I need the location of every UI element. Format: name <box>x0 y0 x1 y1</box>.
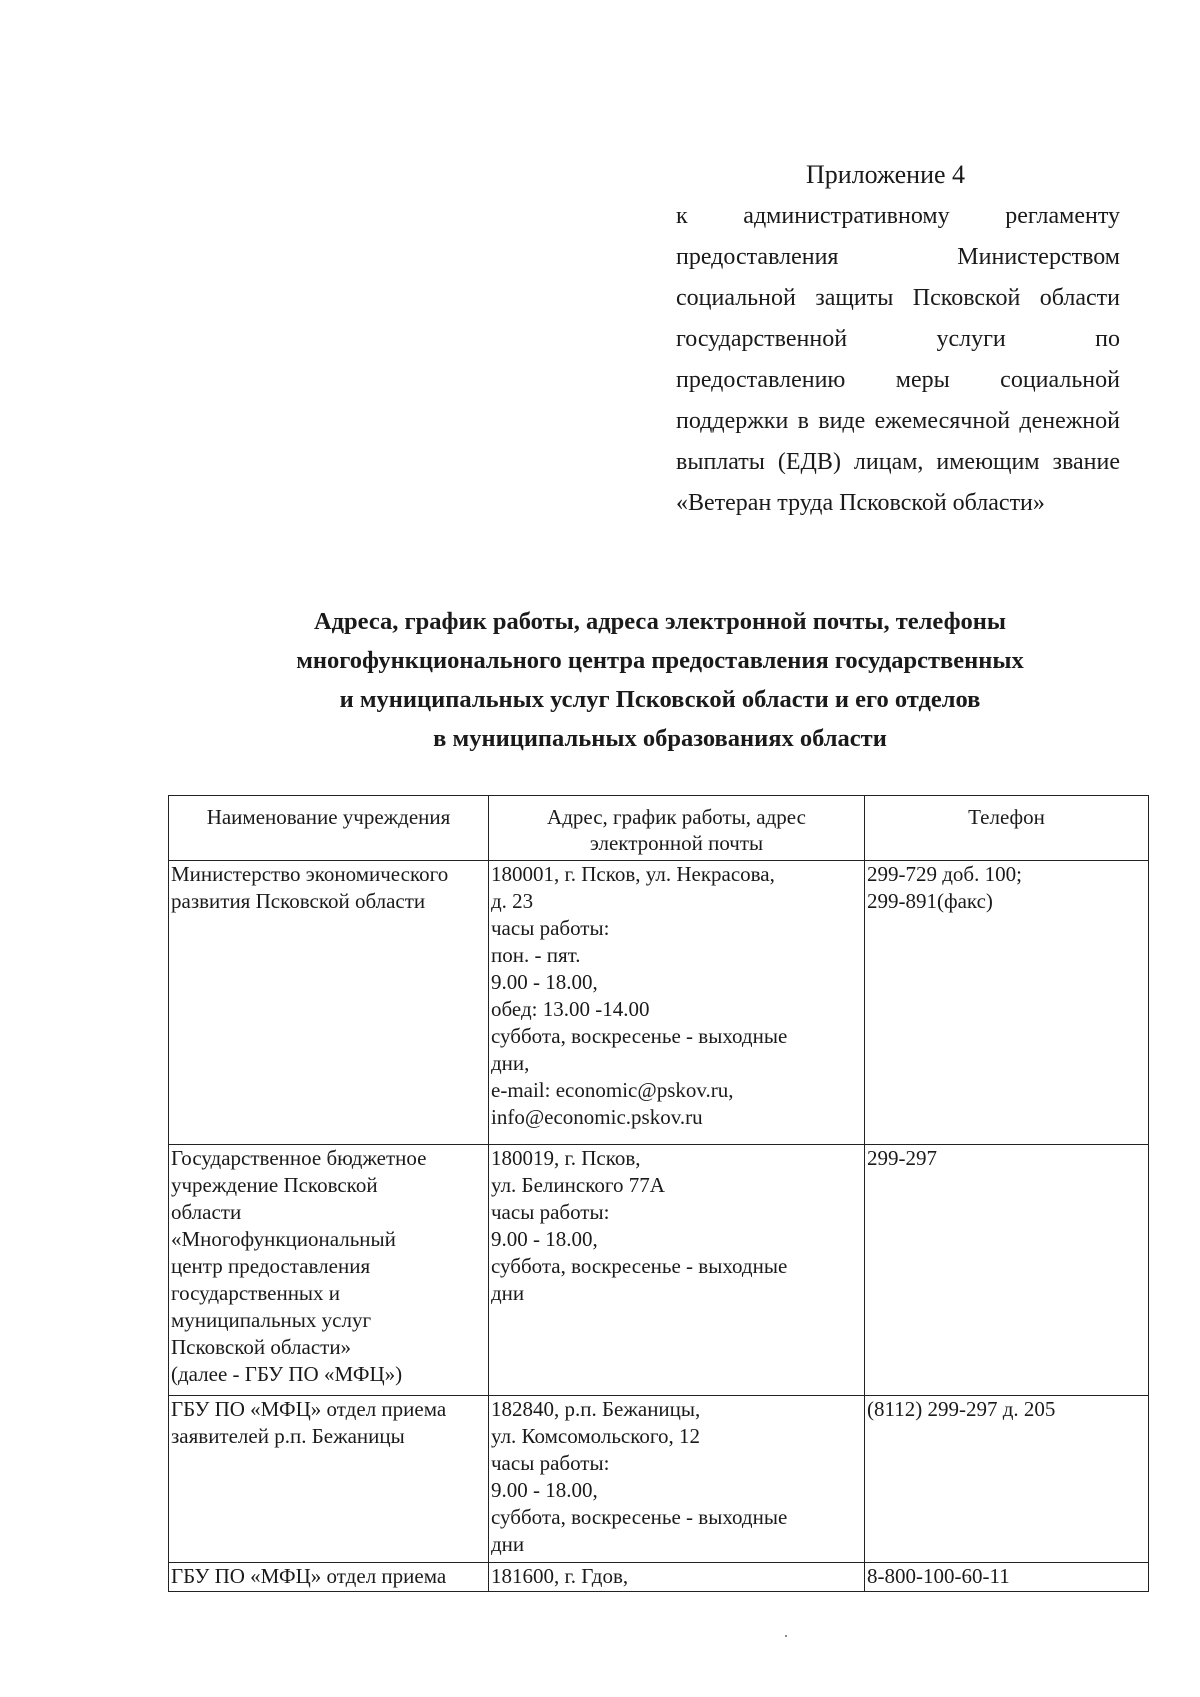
address-cell <box>489 861 865 1145</box>
cell-line: учреждение Псковской <box>171 1173 378 1197</box>
cell-line: 9.00 - 18.00, <box>491 1227 598 1251</box>
institution-name-cell <box>169 1145 489 1396</box>
header-address: Адрес, график работы, адрес электронной почты <box>489 796 865 861</box>
cell-line: (8112) 299-297 д. 205 <box>867 1397 1056 1421</box>
institution-name-cell <box>169 861 489 1145</box>
cell-line: (далее - ГБУ ПО «МФЦ») <box>171 1362 403 1386</box>
cell-line: 9.00 - 18.00, <box>491 1478 598 1502</box>
cell-line: 8-800-100-60-11 <box>867 1564 1010 1588</box>
phone-cell <box>865 1396 1149 1563</box>
cell-line: суббота, воскресенье - выходные <box>491 1254 788 1278</box>
cell-line: Государственное бюджетное <box>171 1146 427 1170</box>
cell-line: 182840, р.п. Бежаницы, <box>491 1397 701 1421</box>
cell-line: info@economic.pskov.ru <box>491 1105 703 1129</box>
cell-line: 299-729 доб. 100; <box>867 862 1022 886</box>
address-cell <box>489 1563 865 1592</box>
cell-line: ул. Белинского 77А <box>491 1173 665 1197</box>
appendix-title: Приложение 4 <box>806 160 966 189</box>
cell-line: 299-891(факс) <box>867 889 993 913</box>
heading-line: Адреса, график работы, адреса электронной почты, телефоны <box>313 608 1007 635</box>
institution-name-cell <box>169 1563 489 1592</box>
address-cell <box>489 1396 865 1563</box>
cell-line: часы работы: <box>491 916 610 940</box>
cell-line: развития Псковской области <box>171 889 426 913</box>
table-row <box>169 1145 1149 1396</box>
address-cell <box>489 1145 865 1396</box>
cell-line: ул. Комсомольского, 12 <box>491 1424 700 1448</box>
cell-line: часы работы: <box>491 1200 610 1224</box>
cell-line: e-mail: economic@pskov.ru, <box>491 1078 734 1102</box>
cell-line: ГБУ ПО «МФЦ» отдел приема <box>171 1564 447 1588</box>
table-header-row <box>169 796 1149 861</box>
cell-line: 181600, г. Гдов, <box>491 1564 629 1588</box>
cell-line: ГБУ ПО «МФЦ» отдел приема <box>171 1397 447 1421</box>
cell-line: пон. - пят. <box>491 943 581 967</box>
heading-line: многофункционального центра предоставления государственных <box>296 647 1024 674</box>
cell-line: Министерство экономического <box>171 862 449 886</box>
phone-cell <box>865 1145 1149 1396</box>
heading-line: в муниципальных образованиях области <box>433 725 887 752</box>
cell-line: Псковской области» <box>171 1335 352 1359</box>
document-heading <box>200 602 1120 758</box>
cell-line: «Многофункциональный <box>171 1227 396 1251</box>
cell-line: д. 23 <box>491 889 534 913</box>
cell-line: часы работы: <box>491 1451 610 1475</box>
institution-name-cell <box>169 1396 489 1563</box>
appendix-subtitle: к административному регламенту предоставления Министерством социальной защиты Псковской области государственной услуги по предоставлению меры социальной поддержки в виде ежемесячной денежной выплаты (ЕДВ) лицам, имеющим звание «Ветеран труда Псковской области» <box>676 203 1120 516</box>
header-institution-name: Наименование учреждения <box>169 796 489 861</box>
cell-line: суббота, воскресенье - выходные <box>491 1505 788 1529</box>
cell-line: муниципальных услуг <box>171 1308 372 1332</box>
cell-line: 180001, г. Псков, ул. Некрасова, <box>491 862 775 886</box>
cell-line: дни, <box>491 1051 530 1075</box>
heading-line: и муниципальных услуг Псковской области и его отделов <box>339 686 981 713</box>
institutions-table <box>168 795 1149 1592</box>
table-row <box>169 1563 1149 1592</box>
cell-line: обед: 13.00 -14.00 <box>491 997 650 1021</box>
cell-line: государственных и <box>171 1281 341 1305</box>
phone-cell <box>865 1563 1149 1592</box>
table-row <box>169 861 1149 1145</box>
header-phone: Телефон <box>865 796 1149 861</box>
cell-line: дни <box>491 1281 525 1305</box>
cell-line: 299-297 <box>867 1146 937 1170</box>
cell-line: заявителей р.п. Бежаницы <box>171 1424 405 1448</box>
cell-line: 180019, г. Псков, <box>491 1146 641 1170</box>
scan-speck <box>785 1635 787 1637</box>
cell-line: 9.00 - 18.00, <box>491 970 598 994</box>
cell-line: центр предоставления <box>171 1254 371 1278</box>
table-row <box>169 1396 1149 1563</box>
cell-line: области <box>171 1200 242 1224</box>
cell-line: дни <box>491 1532 525 1556</box>
cell-line: суббота, воскресенье - выходные <box>491 1024 788 1048</box>
phone-cell <box>865 861 1149 1145</box>
